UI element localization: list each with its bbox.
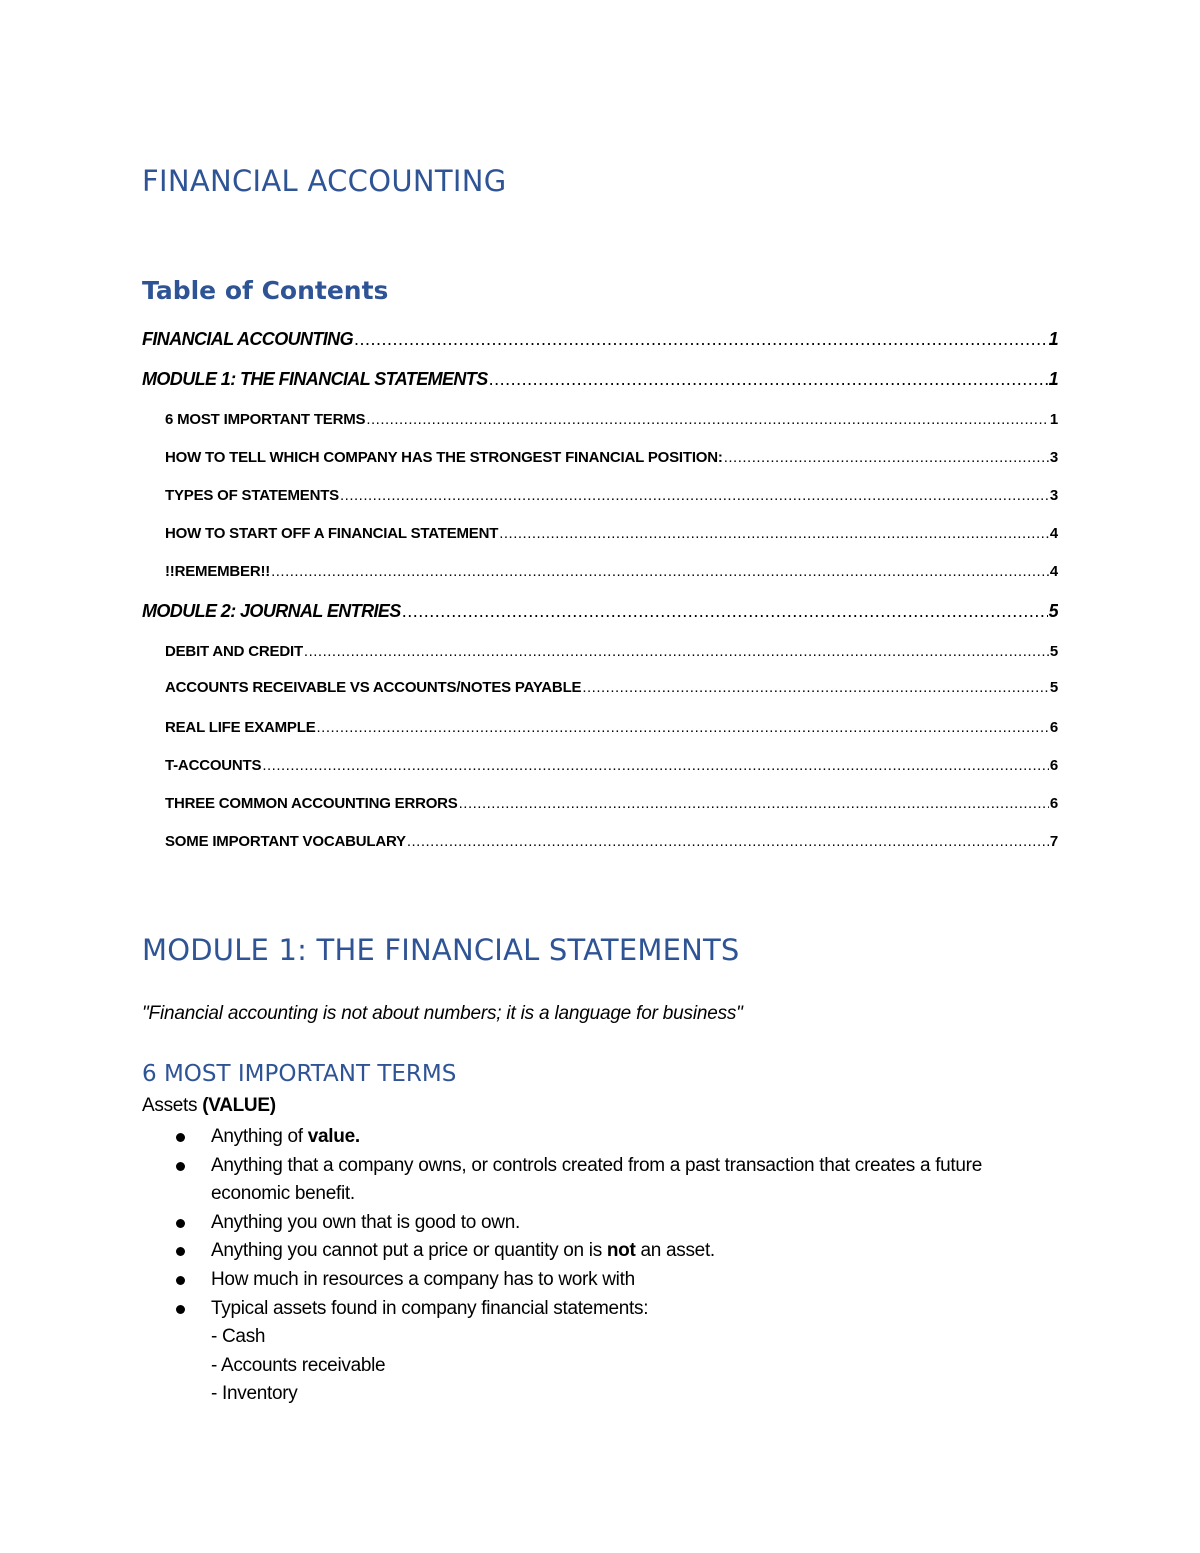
- toc-leader-dots: [582, 679, 1049, 696]
- bullet-bold-text: not: [606, 1240, 636, 1262]
- list-item: [142, 1209, 1062, 1238]
- toc-leader-dots: [317, 719, 1049, 736]
- bullet-icon: [176, 1133, 185, 1142]
- toc-entry-text: 6 MOST IMPORTANT TERMS: [165, 411, 366, 428]
- toc-entry-start-financial-statement[interactable]: [165, 525, 1058, 542]
- toc-entry-page: 6: [1049, 757, 1058, 774]
- bullet-text: How much in resources a company has to work with: [211, 1268, 635, 1290]
- list-item: [142, 1295, 1062, 1409]
- toc-entry-page: 3: [1049, 449, 1058, 466]
- toc-leader-dots: [304, 643, 1049, 660]
- toc-heading: Table of Contents: [142, 276, 389, 305]
- assets-value-label: (VALUE): [202, 1095, 276, 1116]
- toc-leader-dots: [354, 329, 1048, 350]
- toc-entry-t-accounts[interactable]: [165, 757, 1058, 774]
- list-item: [142, 1152, 1062, 1209]
- assets-term-line: [142, 1095, 276, 1117]
- toc-leader-dots: [459, 795, 1049, 812]
- section-heading-6-terms: 6 MOST IMPORTANT TERMS: [142, 1061, 457, 1087]
- toc-entry-module-1[interactable]: [142, 369, 1058, 390]
- toc-entry-page: 5: [1049, 679, 1058, 696]
- toc-entry-text: SOME IMPORTANT VOCABULARY: [165, 833, 406, 850]
- toc-entry-text: MODULE 2: JOURNAL ENTRIES: [142, 601, 401, 621]
- toc-entry-page: 1: [1048, 369, 1058, 389]
- toc-entry-accounting-errors[interactable]: [165, 795, 1058, 812]
- toc-entry-types-of-statements[interactable]: [165, 487, 1058, 504]
- toc-entry-text: REAL LIFE EXAMPLE: [165, 719, 316, 736]
- toc-entry-page: 6: [1049, 795, 1058, 812]
- toc-entry-page: 3: [1049, 487, 1058, 504]
- toc-leader-dots: [271, 563, 1049, 580]
- toc-entry-page: 4: [1049, 563, 1058, 580]
- toc-leader-dots: [407, 833, 1049, 850]
- bullet-text: Typical assets found in company financial statements:: [211, 1297, 649, 1319]
- toc-entry-text: ACCOUNTS RECEIVABLE VS ACCOUNTS/NOTES PAYABLE: [165, 679, 582, 696]
- toc-entry-accounts-receivable[interactable]: [165, 679, 1058, 696]
- toc-entry-page: 6: [1049, 719, 1058, 736]
- toc-entry-debit-and-credit[interactable]: [165, 643, 1058, 660]
- toc-entry-text: TYPES OF STATEMENTS: [165, 487, 339, 504]
- toc-entry-remember[interactable]: [165, 563, 1058, 580]
- sub-item-cash: - Cash: [211, 1326, 266, 1348]
- bullet-icon: [176, 1219, 185, 1228]
- assets-label: Assets: [142, 1095, 203, 1116]
- toc-entry-important-vocabulary[interactable]: [165, 833, 1058, 850]
- bullet-text: Anything of: [211, 1126, 308, 1147]
- toc-entry-page: 4: [1049, 525, 1058, 542]
- sub-item-accounts-receivable: - Accounts receivable: [211, 1354, 386, 1376]
- toc-entry-page: 5: [1048, 601, 1058, 621]
- toc-entry-page: 7: [1049, 833, 1058, 850]
- bullet-text: Anything that a company owns, or controls created from a past transaction that creates a future economic benefit.: [211, 1154, 982, 1205]
- bullet-text: Anything you cannot put a price or quantity on is: [211, 1240, 607, 1262]
- toc-entry-text: HOW TO START OFF A FINANCIAL STATEMENT: [165, 525, 499, 542]
- bullet-text: an asset.: [635, 1240, 715, 1262]
- bullet-bold-text: value.: [307, 1126, 360, 1147]
- bullet-icon: [176, 1305, 185, 1314]
- toc-leader-dots: [262, 757, 1049, 774]
- toc-entry-financial-accounting[interactable]: [142, 329, 1058, 350]
- assets-bullet-list: [142, 1123, 1062, 1409]
- bullet-text: Anything you own that is good to own.: [211, 1211, 520, 1233]
- toc-entry-text: THREE COMMON ACCOUNTING ERRORS: [165, 795, 458, 812]
- list-item: [142, 1266, 1062, 1295]
- toc-leader-dots: [489, 369, 1048, 390]
- toc-entry-text: !!REMEMBER!!: [165, 563, 271, 580]
- module-1-quote: "Financial accounting is not about numbers; it is a language for business": [142, 1003, 743, 1024]
- toc-entry-6-most-important-terms[interactable]: [165, 411, 1058, 428]
- toc-entry-page: 1: [1049, 411, 1058, 428]
- toc-entry-text: FINANCIAL ACCOUNTING: [142, 329, 353, 349]
- bullet-icon: [176, 1162, 185, 1171]
- list-item: [142, 1237, 1062, 1266]
- document-title: FINANCIAL ACCOUNTING: [142, 164, 507, 198]
- toc-entry-page: 5: [1049, 643, 1058, 660]
- toc-leader-dots: [499, 525, 1049, 542]
- toc-leader-dots: [340, 487, 1049, 504]
- toc-leader-dots: [724, 449, 1049, 466]
- toc-entry-text: T-ACCOUNTS: [165, 757, 262, 774]
- toc-entry-real-life-example[interactable]: [165, 719, 1058, 736]
- toc-entry-module-2[interactable]: [142, 601, 1058, 622]
- toc-entry-text: MODULE 1: THE FINANCIAL STATEMENTS: [142, 369, 488, 389]
- toc-entry-text: DEBIT AND CREDIT: [165, 643, 303, 660]
- bullet-icon: [176, 1276, 185, 1285]
- toc-leader-dots: [402, 601, 1048, 622]
- toc-leader-dots: [366, 411, 1049, 428]
- toc-entry-page: 1: [1048, 329, 1058, 349]
- toc-entry-strongest-financial-position[interactable]: [165, 449, 1058, 466]
- module-1-heading: MODULE 1: THE FINANCIAL STATEMENTS: [142, 933, 740, 967]
- sub-item-inventory: - Inventory: [211, 1383, 298, 1405]
- bullet-icon: [176, 1247, 185, 1256]
- toc-entry-text: HOW TO TELL WHICH COMPANY HAS THE STRONGEST FINANCIAL POSITION:: [165, 449, 723, 466]
- list-item: [142, 1123, 1062, 1152]
